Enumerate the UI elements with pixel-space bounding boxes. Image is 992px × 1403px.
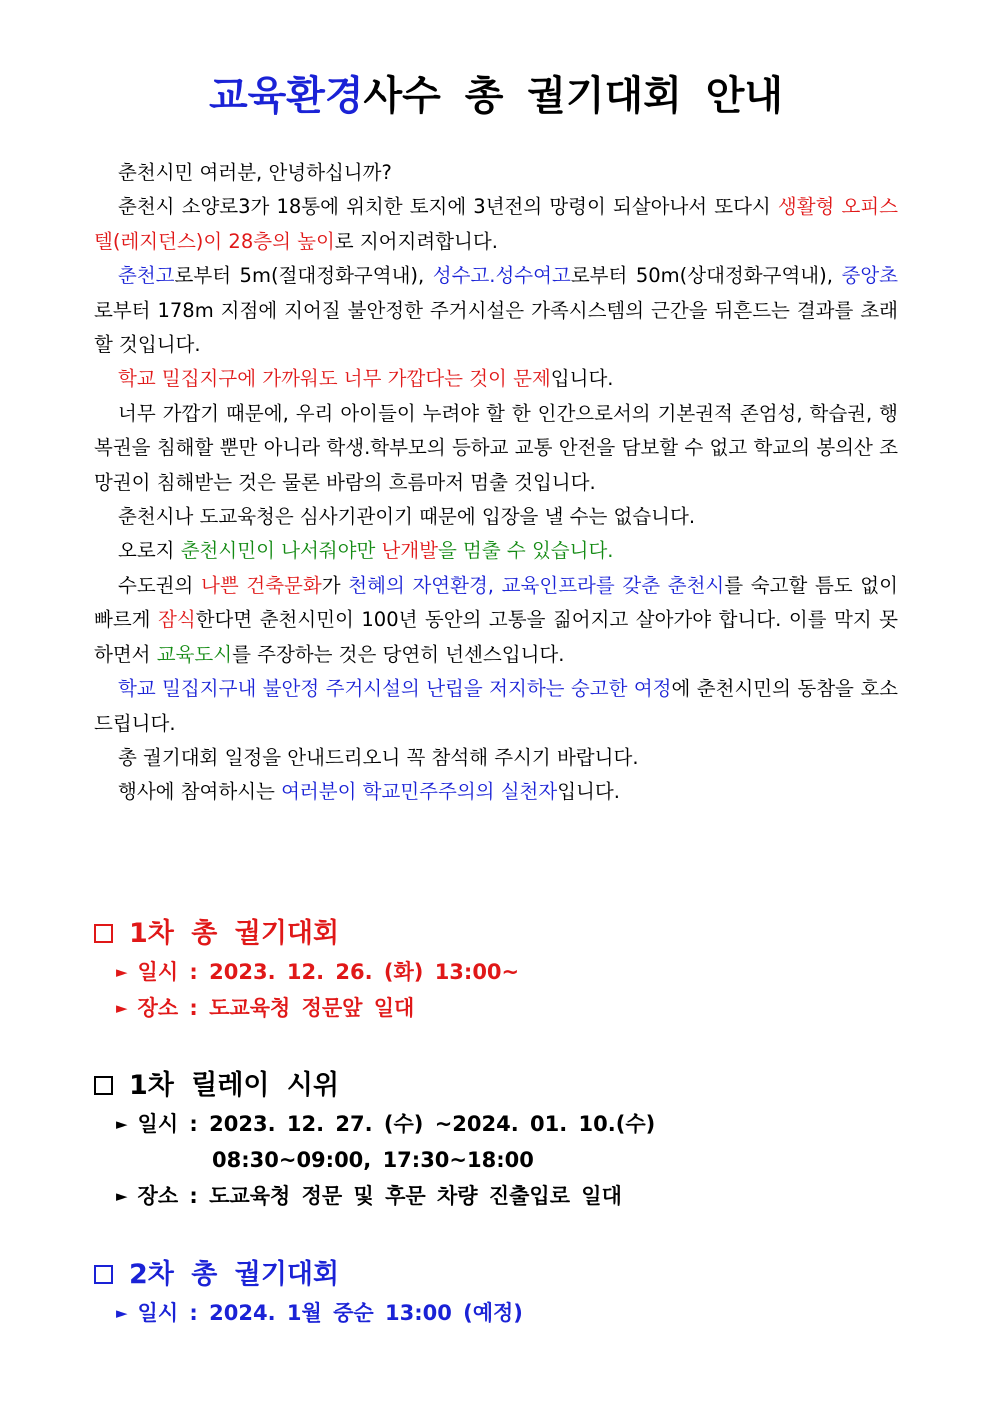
section-second-rally (94, 1255, 914, 1331)
event-time: 08:30~09:00, 17:30~18:00 (212, 1148, 534, 1172)
highlighted-phrase: 중앙초 (841, 264, 898, 288)
highlighted-phrase: 나쁜 건축문화 (201, 573, 322, 597)
text-run: 로부터 50m(상대정화구역내), (570, 264, 842, 288)
body-paragraph (94, 534, 898, 568)
text-run: 를 주장하는 것은 당연히 넌센스입니다. (232, 642, 565, 666)
triangle-right-icon: ► (116, 999, 128, 1017)
text-run: 춘천시나 도교육청은 심사기관이기 때문에 입장을 낼 수는 없습니다. (118, 505, 696, 529)
section-first-rally (94, 914, 914, 1026)
text-run: 로 지어지려합니다. (334, 229, 498, 253)
body-paragraph (94, 775, 898, 809)
text-run: 에 춘천시민의 동참을 호소드립니다. (94, 677, 898, 735)
text-run: 춘천시 소양로3가 18통에 위치한 토지에 3년전의 망령이 되살아나서 또다시 (118, 195, 778, 219)
highlighted-phrase: 을 멈출 수 있습니다. (438, 539, 614, 563)
title-highlight: 교육환경 (208, 73, 364, 119)
text-run: 한다면 춘천시민이 100년 동안의 고통을 짊어지고 살아가야 합니다. 이를 막지 못하면서 (94, 608, 898, 666)
text-run: 입니다. (557, 780, 620, 804)
text-run: 가 (321, 573, 349, 597)
body-paragraph (94, 156, 898, 190)
highlighted-phrase: 교육도시 (156, 642, 233, 666)
text-run: 행사에 참여하시는 (118, 780, 282, 804)
body-text (94, 156, 898, 810)
triangle-right-icon: ► (116, 1115, 128, 1133)
section-relay-protest (94, 1066, 914, 1214)
body-paragraph (94, 190, 898, 259)
highlighted-phrase: 춘천시민이 나서줘야만 (180, 539, 382, 563)
event-place: ► 장소 : 도교육청 정문 및 후문 차량 진출입로 일대 (116, 1184, 622, 1208)
text-run: 춘천시민 여러분, 안녕하십니까? (118, 161, 392, 184)
text-run: 로부터 5m(절대정화구역내), (174, 264, 433, 288)
empty-square-icon (94, 1265, 113, 1284)
section-heading: 1차 릴레이 시위 (94, 1066, 914, 1106)
empty-square-icon (94, 924, 113, 943)
section-heading: 1차 총 궐기대회 (94, 914, 914, 954)
title-rest: 사수 총 궐기대회 안내 (363, 73, 784, 119)
page-title (0, 64, 992, 121)
text-run: 수도권의 (118, 573, 202, 597)
body-paragraph (94, 569, 898, 672)
text-run: 입니다. (550, 367, 614, 391)
triangle-right-icon: ► (116, 1304, 128, 1322)
highlighted-phrase: 생활형 오피스텔(레지던스)이 28층의 높이 (94, 195, 898, 253)
text-run: 총 궐기대회 일정을 안내드리오니 꼭 참석해 주시기 바랍니다. (118, 745, 639, 769)
highlighted-phrase: 잠식 (158, 608, 196, 632)
highlighted-phrase: 난개발 (381, 539, 439, 563)
highlighted-phrase: 학교 밀집지구내 불안정 주거시설의 난립을 저지하는 숭고한 여정 (118, 677, 672, 701)
highlighted-phrase: 춘천고 (118, 264, 175, 288)
highlighted-phrase: 성수고.성수여고 (432, 264, 571, 288)
highlighted-phrase: 학교 밀집지구에 가까워도 너무 가깝다는 것이 문제 (118, 367, 551, 391)
section-heading: 2차 총 궐기대회 (94, 1255, 914, 1295)
triangle-right-icon: ► (116, 963, 128, 981)
event-place: ► 장소 : 도교육청 정문앞 일대 (116, 996, 415, 1020)
text-run: 를 숙고할 틈도 없이 빠르게 (94, 573, 898, 632)
body-paragraph (94, 362, 898, 396)
text-run: 로부터 178m 지점에 지어질 불안정한 주거시설은 가족시스템의 근간을 뒤흔드는 결과를 초래할 것입니다. (94, 298, 898, 357)
text-run: 너무 가깝기 때문에, 우리 아이들이 누려야 할 한 인간으로서의 기본권적 존엄성, 학습권, 행복권을 침해할 뿐만 아니라 학생.학부모의 등하교 교통 안전을 담보할 수 없고 학교의 봉의산 조망권이 침해받는 것은 물론 바람의 흐름마저 멈출 것입니다. (94, 401, 898, 494)
empty-square-icon (94, 1076, 113, 1095)
triangle-right-icon: ► (116, 1187, 128, 1205)
body-paragraph (94, 672, 898, 741)
body-paragraph (94, 741, 898, 775)
body-paragraph (94, 397, 898, 500)
body-paragraph (94, 500, 898, 534)
highlighted-phrase: 천혜의 자연환경, 교육인프라를 갖춘 춘천시 (348, 573, 725, 597)
event-date: ► 일시 : 2023. 12. 26. (화) 13:00~ (116, 960, 520, 984)
highlighted-phrase: 여러분이 학교민주주의의 실천자 (281, 780, 558, 804)
body-paragraph (94, 259, 898, 362)
text-run: 오로지 (118, 539, 181, 563)
event-date: ► 일시 : 2024. 1월 중순 13:00 (예정) (116, 1301, 523, 1325)
event-date: ► 일시 : 2023. 12. 27. (수) ~2024. 01. 10.(수) (116, 1112, 656, 1136)
